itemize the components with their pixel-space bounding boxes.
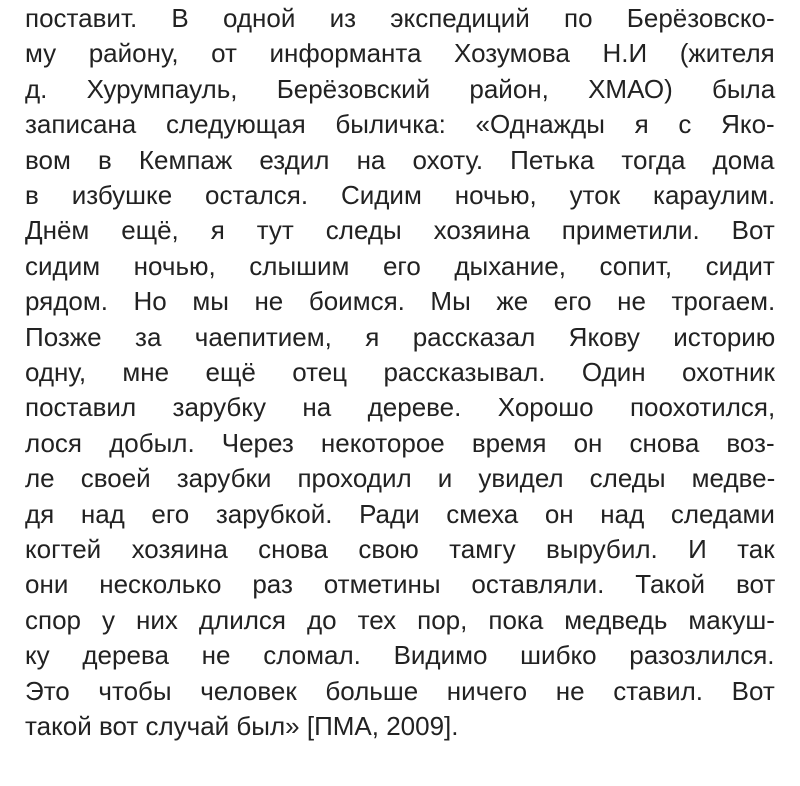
document-page: [25, 0, 775, 786]
text-line: поставит. В одной из экспедиций по Берёзовско-: [25, 3, 775, 33]
text-line: вом в Кемпаж ездил на охоту. Петька тогда дома: [25, 144, 775, 175]
text-line: записана следующая быличка: «Однажды я с Яко-: [25, 109, 775, 140]
text-line: д. Хурумпауль, Берёзовский район, ХМАО) была: [25, 73, 776, 104]
text-line: одну, мне ещё отец рассказывал. Один охотник: [25, 357, 775, 387]
text-line: такой вот случай был» [ПМА, 2009].: [25, 711, 459, 741]
text-line: они несколько раз отметины оставляли. Такой вот: [25, 569, 776, 600]
text-line: Это чтобы человек больше ничего не ставил. Вот: [25, 675, 775, 706]
text-line: Позже за чаепитием, я рассказал Якову историю: [25, 321, 776, 352]
text-line: дя над его зарубкой. Ради смеха он над следами: [25, 498, 775, 529]
text-line: когтей хозяина снова свою тамгу вырубил. И так: [25, 534, 775, 564]
text-line: ле своей зарубки проходил и увидел следы медве-: [25, 463, 776, 494]
text-line: рядом. Но мы не боимся. Мы же его не трогаем.: [25, 286, 776, 317]
text-line: сидим ночью, слышим его дыхание, сопит, сидит: [25, 250, 775, 281]
text-line: лося добыл. Через некоторое время он снова воз-: [25, 427, 775, 458]
text-line: спор у них длился до тех пор, пока медведь макуш-: [25, 604, 775, 635]
text-line: ку дерева не сломал. Видимо шибко разозлился.: [25, 640, 775, 671]
text-line: Днём ещё, я тут следы хозяина приметили. Вот: [25, 215, 775, 246]
text-line: му району, от информанта Хозумова Н.И (жителя: [25, 38, 775, 69]
text-line: поставил зарубку на дереве. Хорошо поохотился,: [25, 392, 776, 423]
text-line: в избушке остался. Сидим ночью, уток караулим.: [25, 180, 776, 210]
